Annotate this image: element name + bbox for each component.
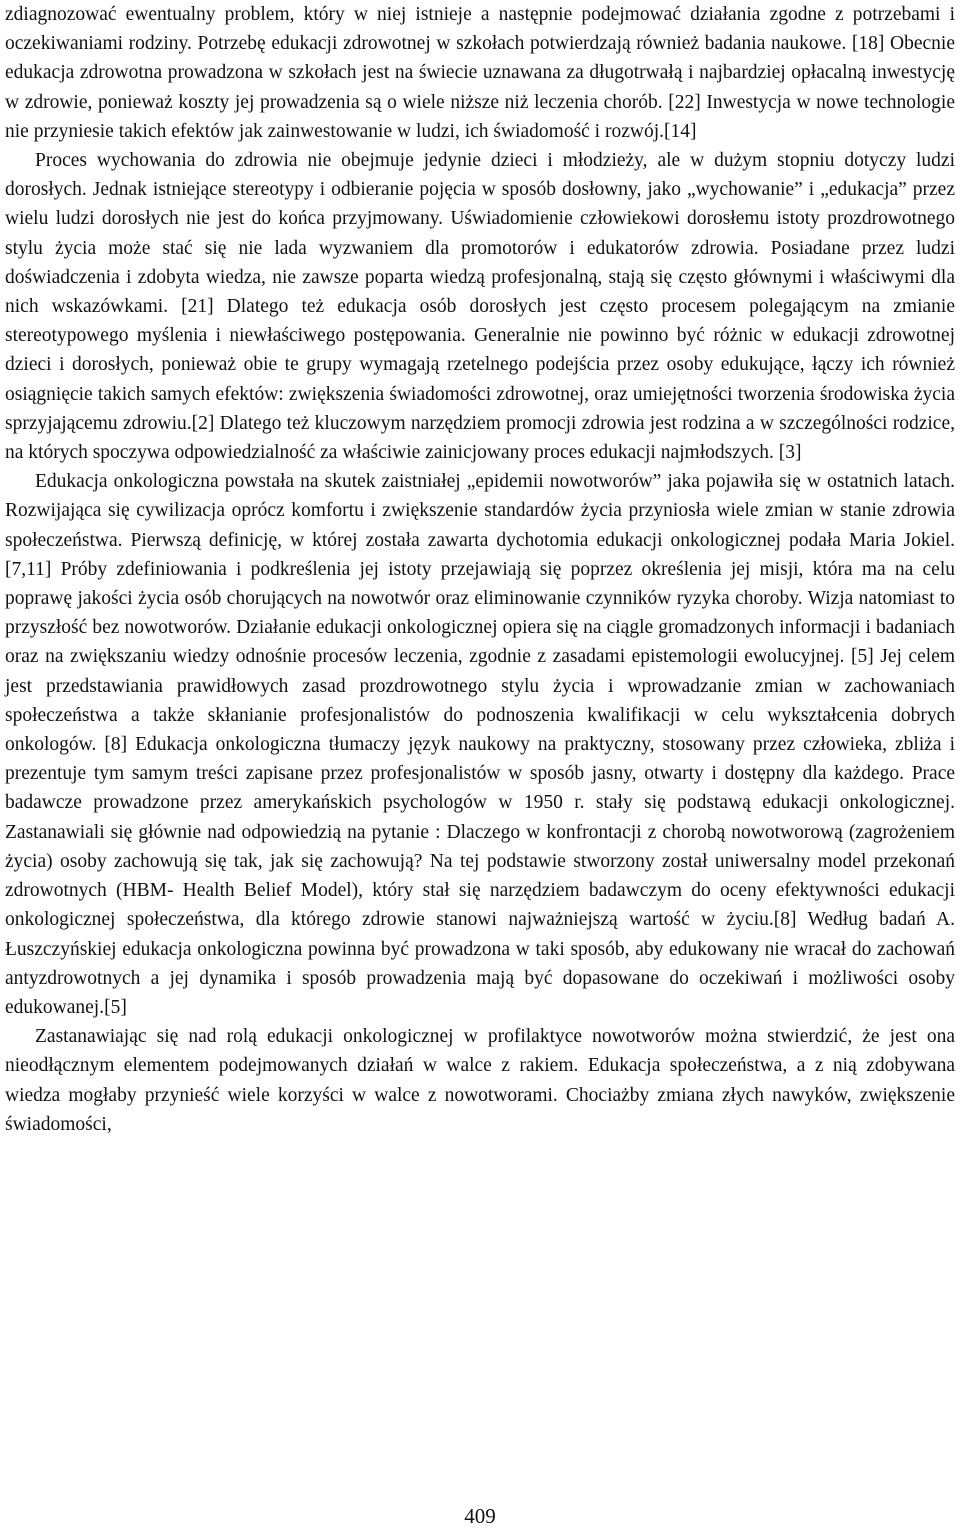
paragraph-school-health-education: zdiagnozować ewentualny problem, który w niej istnieje a następnie podejmować działania zgodne z potrzebami i oczekiwaniami rodziny. Potrzebę edukacji zdrowotnej w szkołach potwierdzają również badania naukowe. [18] Obecnie edukacja zdrowotna prowadzona w szkołach jest na świecie uznawana za długotrwałą i najbardziej opłacalną inwestycję w zdrowie, ponieważ koszty jej prowadzenia są o wiele niższe niż leczenia chorób. [22] Inwestycja w nowe technologie nie przyniesie takich efektów jak zainwestowanie w ludzi, ich świadomość i rozwój.[14] (5, 4, 955, 142)
document-body (5, 0, 955, 1139)
page-number: 409 (464, 1504, 496, 1528)
paragraph-adult-health-education: Proces wychowania do zdrowia nie obejmuje jedynie dzieci i młodzieży, ale w dużym stopniu dotyczy ludzi dorosłych. Jednak istniejące stereotypy i odbieranie pojęcia w sposób dosłowny, jako „wychowanie” i „edukacja” przez wielu ludzi dorosłych nie jest do końca przyjmowany. Uświadomienie człowiekowi dorosłemu istoty prozdrowotnego stylu życia może stać się nie lada wyzwaniem dla promotorów i edukatorów zdrowia. Posiadane przez ludzi doświadczenia i zdobyta wiedza, nie zawsze poparta wiedzą profesjonalną, stają się często głównymi i właściwymi dla nich wskazówkami. [21] Dlatego też edukacja osób dorosłych jest często procesem polegającym na zmianie stereotypowego myślenia i niewłaściwego postępowania. Generalnie nie powinno być różnic w edukacji zdrowotnej dzieci i dorosłych, ponieważ obie te grupy wymagają rzetelnego podejścia przez osoby edukujące, łączy ich również osiągnięcie takich samych efektów: zwiększenia świadomości zdrowotnej, oraz umiejętności tworzenia środowiska życia sprzyjającemu zdrowiu.[2] Dlatego też kluczowym narzędziem promocji zdrowia jest rodzina a w szczególności rodzice, na których spoczywa odpowiedzialność za właściwie zainicjowany proces edukacji najmłodszych. [3] (5, 150, 955, 464)
paragraph-oncology-education: Edukacja onkologiczna powstała na skutek zaistniałej „epidemii nowotworów” jaka pojawiła się w ostatnich latach. Rozwijająca się cywilizacja oprócz komfortu i zwiększenie standardów życia przyniosła wiele zmian w stanie zdrowia społeczeństwa. Pierwszą definicję, w której została zawarta dychotomia edukacji onkologicznej podała Maria Jokiel. [7,11] Próby zdefiniowania i podkreślenia jej istoty przejawiają się poprzez określenia jej misji, która ma na celu poprawę jakości życia osób chorujących na nowotwór oraz eliminowanie czynników ryzyka choroby. Wizja natomiast to przyszłość bez nowotworów. Działanie edukacji onkologicznej opiera się na ciągle gromadzonych informacji i badaniach oraz na zwiększaniu wiedzy odnośnie procesów leczenia, zgodnie z zasadami epistemologii ewolucyjnej. [5] Jej celem jest przedstawiania prawidłowych zasad prozdrowotnego stylu życia i wprowadzanie zmian w zachowaniach społeczeństwa a także skłanianie profesjonalistów do podnoszenia kwalifikacji w celu wykształcenia dobrych onkologów. [8] Edukacja onkologiczna tłumaczy język naukowy na praktyczny, stosowany przez człowieka, zbliża i prezentuje tym samym treści zapisane przez profesjonalistów w sposób jasny, otwarty i dostępny dla każdego. Prace badawcze prowadzone przez amerykańskich psychologów w 1950 r. stały się podstawą edukacji onkologicznej. Zastanawiali się głównie nad odpowiedzią na pytanie : Dlaczego w konfrontacji z chorobą nowotworową (zagrożeniem życia) osoby zachowują się tak, jak się zachowują? Na tej podstawie stworzony został uniwersalny model przekonań zdrowotnych (HBM- Health Belief Model), który stał się narzędziem badawczym do oceny efektywności edukacji onkologicznej społeczeństwa, dla którego zdrowie stanowi najważniejszą wartość w życiu.[8] Według badań A. Łuszczyńskiej edukacja onkologiczna powinna być prowadzona w taki sposób, aby edukowany nie wracał do zachowań antyzdrowotnych a jej dynamika i sposób prowadzenia mają być dopasowane do oczekiwań i możliwości osoby edukowanej.[5] (5, 471, 955, 1018)
paragraph-oncology-prevention: Zastanawiając się nad rolą edukacji onkologicznej w profilaktyce nowotworów można stwierdzić, że jest ona nieodłącznym elementem podejmowanych działań w walce z rakiem. Edukacja społeczeństwa, a z nią zdobywana wiedza mogłaby przynieść wiele korzyści w walce z nowotworami. Chociażby zmiana złych nawyków, zwiększenie świadomości, (5, 1026, 955, 1135)
